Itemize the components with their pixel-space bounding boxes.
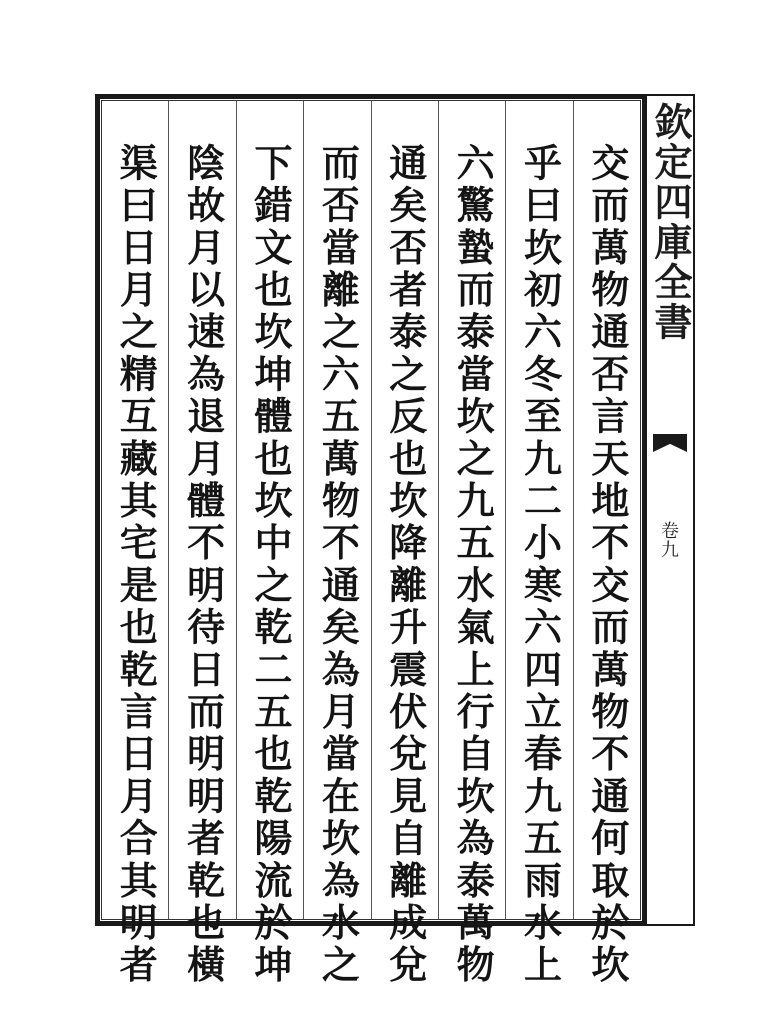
column-text: 交而萬物通否言天地不交而萬物不通何取於坎	[584, 143, 630, 987]
column-text: 下錯文也坎坤體也坎中之乾二五也乾陽流於坤	[247, 143, 293, 987]
text-column-4	[371, 101, 438, 987]
column-text: 乎曰坎初六冬至九二小寒六四立春九五雨水上	[517, 143, 563, 987]
text-column-3	[438, 101, 505, 987]
text-column-2	[505, 101, 572, 987]
text-column-1	[573, 101, 640, 987]
text-column-6	[236, 101, 303, 987]
column-text: 陰故月以速為退月體不明待日而明明者乾也橫	[180, 143, 226, 987]
fish-tail-mark-icon	[653, 434, 687, 452]
volume-label: 卷九	[658, 521, 679, 559]
text-column-7	[168, 101, 235, 987]
text-column-5	[303, 101, 370, 987]
column-text: 渠曰日月之精互藏其宅是也乾言日月合其明者	[113, 143, 159, 987]
text-frame	[95, 94, 647, 987]
text-columns	[102, 101, 640, 987]
page-margin-strip	[647, 94, 695, 926]
collection-title: 欽定四庫全書	[648, 102, 693, 342]
column-text: 而否當離之六五萬物不通矣為月當在坎為水之	[315, 143, 361, 987]
column-text: 通矣否者泰之反也坎降離升震伏兌見自離成兌	[382, 143, 428, 987]
column-text: 六驚蟄而泰當坎之九五水氣上行自坎為泰萬物	[450, 143, 496, 987]
text-column-8	[102, 101, 168, 987]
